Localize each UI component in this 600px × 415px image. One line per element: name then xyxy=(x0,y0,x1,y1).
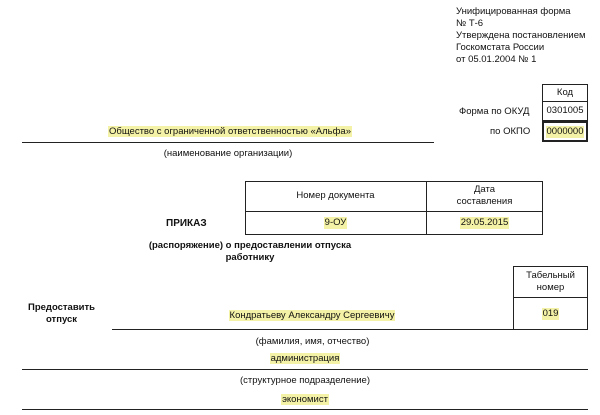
department-name: администрация xyxy=(270,353,340,364)
form-header-line1: Унифицированная форма xyxy=(456,6,571,17)
employee-name-underline xyxy=(112,329,513,330)
position-name: экономист xyxy=(282,394,328,405)
tab-number-header-2: номер xyxy=(536,281,565,293)
tab-number-header-1: Табельный xyxy=(526,269,575,281)
grant-leave-label-2: отпуск xyxy=(45,314,78,325)
okpo-label: по ОКПО xyxy=(490,126,531,137)
form-header-line2: № Т-6 xyxy=(456,18,484,29)
form-header xyxy=(456,6,586,66)
tab-number-header xyxy=(513,266,588,297)
okud-value: 0301005 xyxy=(546,105,584,116)
grant-leave-label xyxy=(28,302,95,326)
department-underline xyxy=(22,369,588,370)
grant-leave-label-1: Предоставить xyxy=(28,302,96,313)
document-number-header: Номер документа xyxy=(296,190,375,201)
department-caption: (структурное подразделение) xyxy=(240,375,370,386)
position-underline xyxy=(22,409,588,410)
document-title: ПРИКАЗ xyxy=(166,218,207,229)
document-subtitle xyxy=(100,240,400,264)
document-subtitle-2: работнику xyxy=(225,252,275,263)
kod-label: Код xyxy=(556,86,574,98)
tab-number-value: 019 xyxy=(542,307,559,319)
form-header-line4: Госкомстата России xyxy=(456,42,545,53)
document-date-header-1: Дата xyxy=(473,184,496,195)
document-date-value: 29.05.2015 xyxy=(460,217,509,228)
form-header-line5: от 05.01.2004 № 1 xyxy=(456,54,537,65)
okud-label: Форма по ОКУД xyxy=(459,106,530,117)
organization-caption: (наименование организации) xyxy=(163,148,293,159)
organization-underline xyxy=(22,142,434,143)
document-number-value: 9-ОУ xyxy=(324,217,347,228)
organization-name: Общество с ограниченной ответственностью «Альфа» xyxy=(109,126,351,137)
employee-name: Кондратьеву Александру Сергеевичу xyxy=(229,310,395,321)
okpo-value: 0000000 xyxy=(546,125,584,137)
document-date-header-2: составления xyxy=(456,196,513,207)
employee-name-caption: (фамилия, имя, отчество) xyxy=(255,336,370,347)
document-date-header xyxy=(426,181,543,211)
document-subtitle-1: (распоряжение) о предоставлении отпуска xyxy=(148,240,352,251)
form-header-line3: Утверждена постановлением xyxy=(456,30,586,41)
